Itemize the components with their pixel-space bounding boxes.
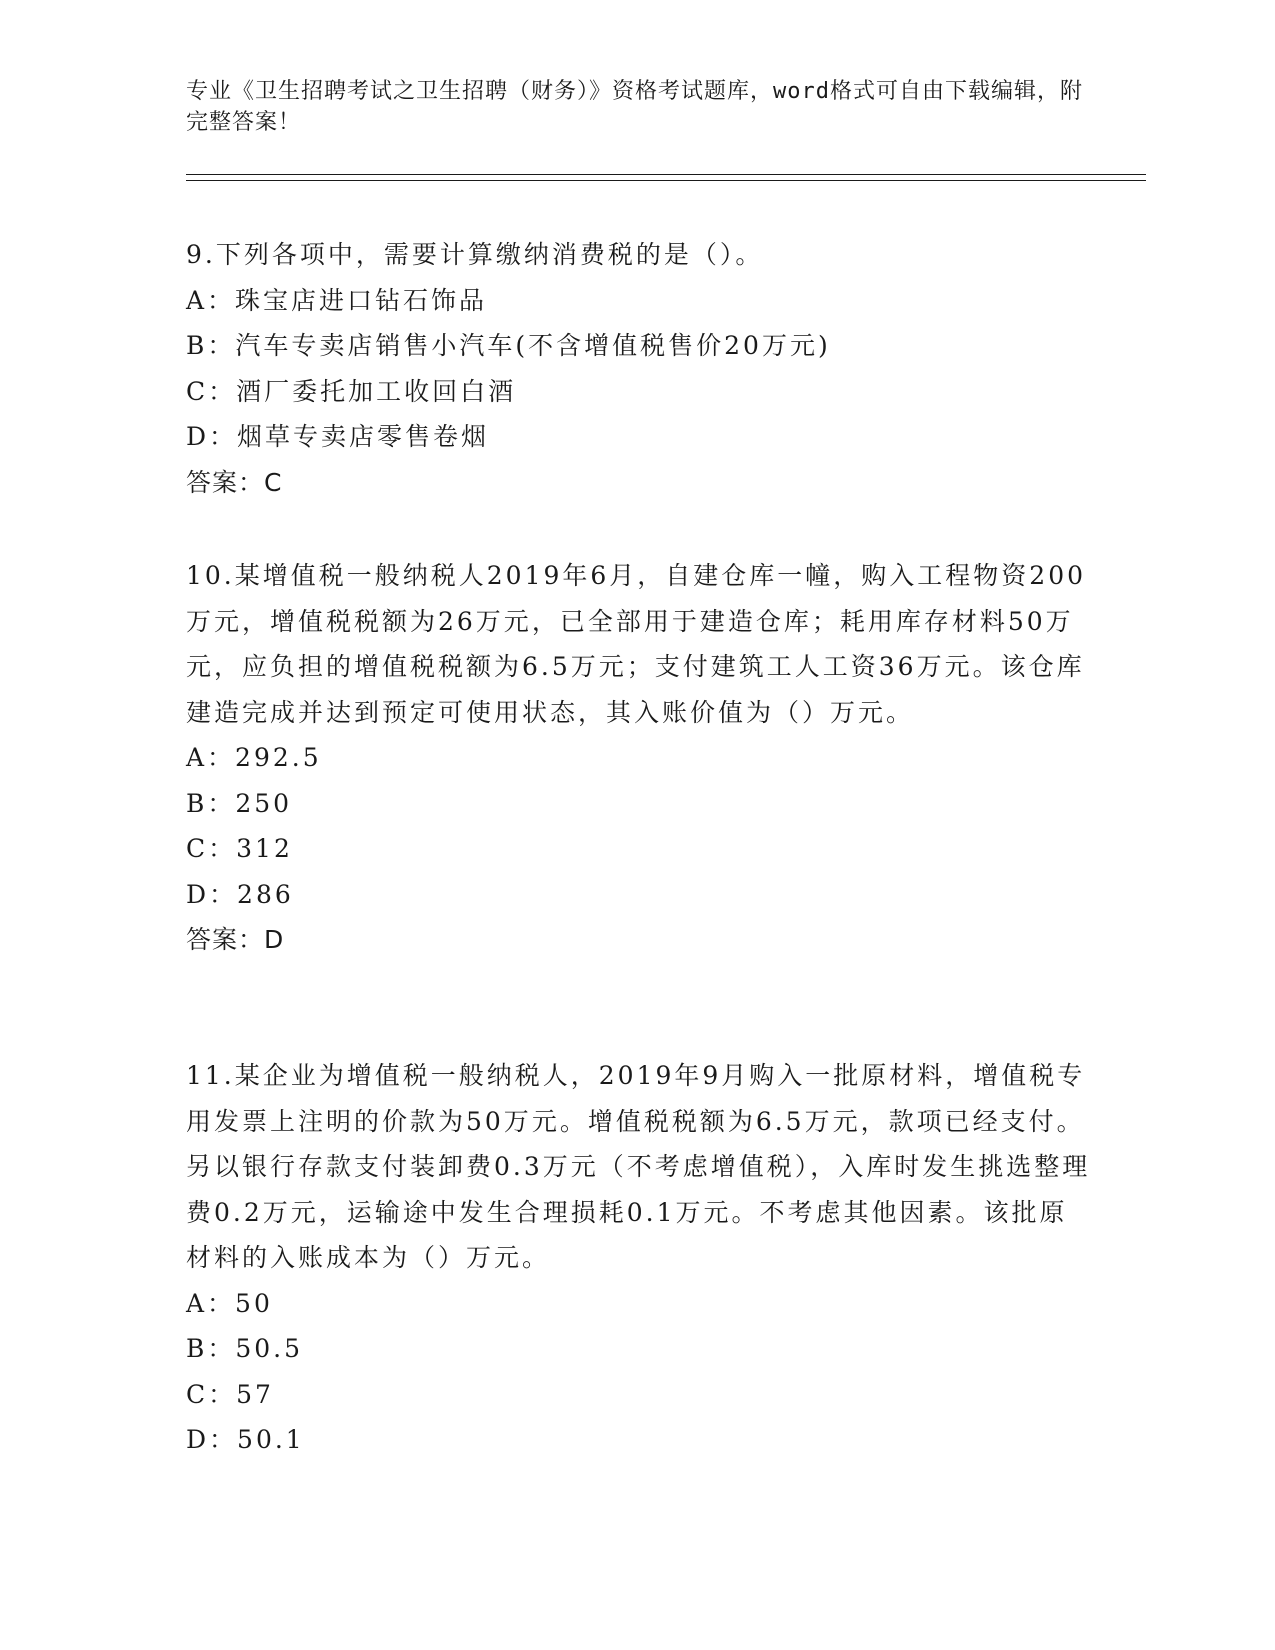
option-a: A：50 bbox=[186, 1288, 273, 1318]
question-stem: 11.某企业为增值税一般纳税人，2019年9月购入一批原材料，增值税专用发票上注明的价款为50万元。增值税税额为6.5万元，款项已经支付。另以银行存款支付装卸费0.3万元（不考虑增值税），入库时发生挑选整理费0.2万元，运输途中发生合理损耗0.1万元。不考虑其他因素。该批原材料的入账成本为（）万元。 bbox=[186, 1061, 1091, 1272]
question-9 bbox=[186, 232, 1091, 505]
option-c: C：312 bbox=[186, 834, 293, 863]
answer-line: 答案：C bbox=[186, 467, 283, 497]
header-divider-bottom bbox=[186, 180, 1146, 181]
option-d: D：50.1 bbox=[186, 1425, 305, 1454]
answer-line: 答案：D bbox=[186, 925, 285, 954]
question-stem: 10.某增值税一般纳税人2019年6月，自建仓库一幢，购入工程物资200万元，增值税税额为26万元，已全部用于建造仓库；耗用库存材料50万元，应负担的增值税税额为6.5万元；支付建筑工人工资36万元。该仓库建造完成并达到预定可使用状态，其入账价值为（）万元。 bbox=[186, 561, 1087, 727]
option-d: D：烟草专卖店零售卷烟 bbox=[186, 422, 490, 451]
question-10 bbox=[186, 553, 1091, 963]
option-b: B：汽车专卖店销售小汽车(不含增值税售价20万元) bbox=[186, 331, 831, 360]
option-a: A：珠宝店进口钻石饰品 bbox=[186, 285, 488, 315]
option-c: C：酒厂委托加工收回白酒 bbox=[186, 376, 517, 406]
option-d: D：286 bbox=[186, 879, 294, 909]
option-c: C：57 bbox=[186, 1379, 274, 1409]
option-b: B：250 bbox=[186, 788, 293, 818]
question-11 bbox=[186, 1053, 1091, 1463]
document-header: 专业《卫生招聘考试之卫生招聘（财务）》资格考试题库，word格式可自由下载编辑，附完整答案！ bbox=[186, 79, 1083, 135]
option-a: A：292.5 bbox=[186, 743, 322, 772]
option-b: B：50.5 bbox=[186, 1334, 304, 1363]
header-divider-top bbox=[186, 174, 1146, 175]
question-stem: 9.下列各项中，需要计算缴纳消费税的是（）。 bbox=[186, 240, 764, 269]
